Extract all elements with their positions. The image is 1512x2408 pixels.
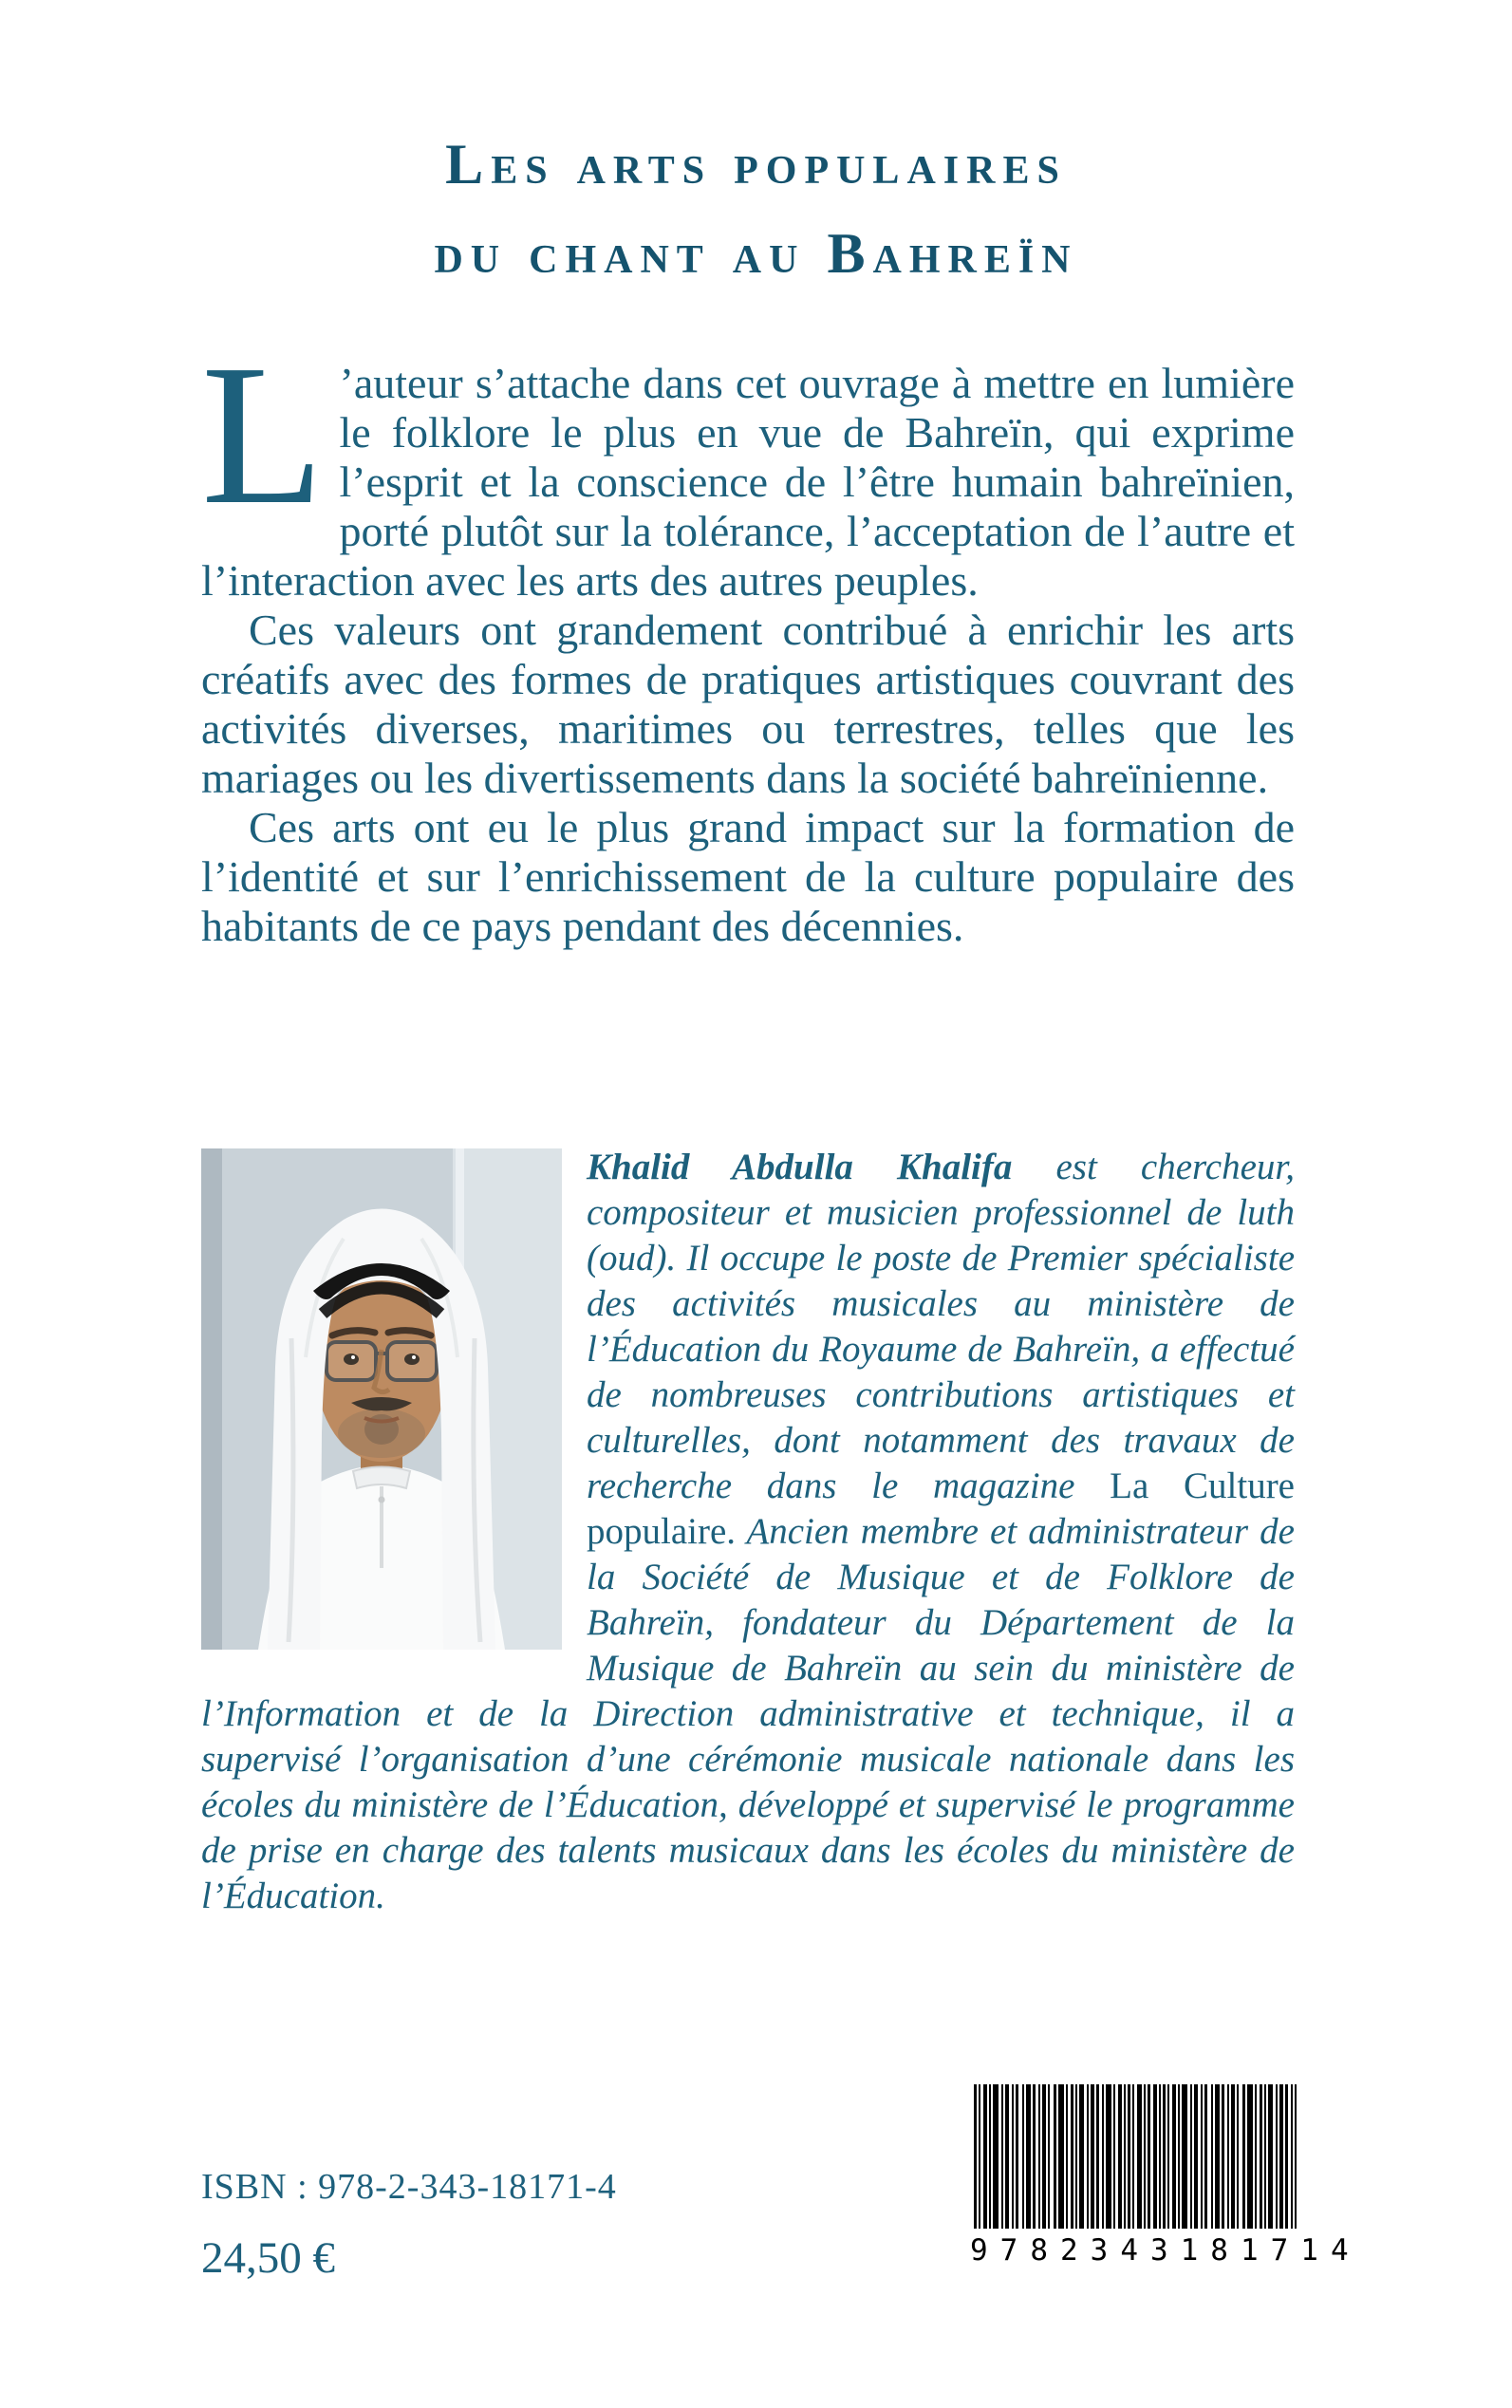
magazine-title: La Culture populaire. — [587, 1465, 1295, 1552]
bio-text-after-magazine: Ancien membre et administrateur de la Société de Musique et de Folklore de Bahreïn, fondateur du Département de la Musique de Bahreïn au sein du ministère de l’Information et de la Direction administrative et technique, il a supervisé l’organisation d’une cérémonie musicale nationale dans les écoles du ministère de l’Éducation, développé et supervisé le programme de prise en charge des talents musicaux dans les écoles du ministère de l’Éducation. — [201, 1511, 1295, 1916]
book-title-line1: Les arts populaires — [445, 133, 1067, 196]
book-title-line2: du chant au Bahreïn — [434, 222, 1078, 285]
isbn-text: ISBN : 978-2-343-18171-4 — [201, 2167, 617, 2207]
barcode-bars-icon — [970, 2084, 1300, 2229]
synopsis-paragraph-2: Ces valeurs ont grandement contribué à enrichir les arts créatifs avec des formes de pratiques artistiques couvrant des activités diverses, maritimes ou terrestres, telles que les mariages ou les divertissements dans la société bahreïnienne. — [201, 606, 1295, 802]
barcode-digits: 9782343181714 — [970, 2229, 1300, 2274]
author-photo — [201, 1148, 562, 1650]
synopsis — [201, 323, 1295, 951]
synopsis-paragraph-1-text: ’auteur s’attache dans cet ouvrage à mettre en lumière le folklore le plus en vue de Bahreïn, qui exprime l’esprit et la conscience de l’être humain bahreïnien, porté plutôt sur la tolérance, l’acceptation de l’autre et l’interaction avec les arts des autres peuples. — [201, 359, 1295, 605]
author-bio — [201, 1145, 1295, 1919]
author-name: Khalid Abdulla Khalifa — [587, 1147, 1013, 1187]
drop-cap: L — [201, 323, 325, 546]
price-text: 24,50 € — [201, 2233, 335, 2283]
book-title — [0, 120, 1512, 298]
barcode — [970, 2084, 1361, 2274]
bio-text-before-magazine: est chercheur, compositeur et musicien professionnel de luth (oud). Il occupe le poste de Premier spécialiste des activités musicales au ministère de l’Éducation du Royaume de Bahreïn, a effectué de nombreuses contributions artistiques et culturelles, dont notamment des travaux de recherche dans le magazine — [587, 1147, 1295, 1506]
synopsis-paragraph-3: Ces arts ont eu le plus grand impact sur la formation de l’identité et sur l’enrichissement de la culture populaire des habitants de ce pays pendant des décennies. — [201, 803, 1295, 950]
author-portrait-illustration — [201, 1148, 562, 1650]
synopsis-paragraph-1 — [201, 323, 1295, 606]
